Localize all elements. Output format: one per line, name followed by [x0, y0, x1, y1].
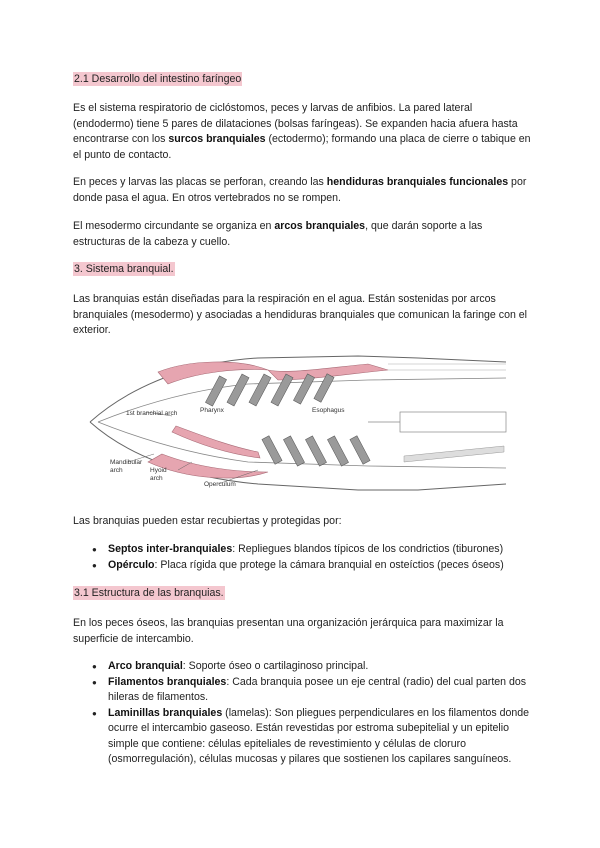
- bullet-list: [92, 542, 532, 573]
- bullet-list: [92, 659, 532, 768]
- label-first-branchial-arch: 1st branchial arch: [126, 410, 178, 417]
- label-mandibular-arch-2: arch: [110, 467, 123, 474]
- list-item: ● Filamentos branquiales: Cada branquia posee un eje central (radio) del cual parten dos hileras de filamentos.: [92, 675, 532, 706]
- label-esophagus: Esophagus: [312, 407, 345, 414]
- paragraph: El mesodermo circundante se organiza en arcos branquiales, que darán soporte a las estructuras de la cabeza y cuello.: [73, 220, 483, 248]
- label-operculum: Operculum: [204, 481, 236, 488]
- section-heading: 3. Sistema branquial.: [74, 263, 174, 275]
- paragraph: Las branquias están diseñadas para la respiración en el agua. Están sostenidas por arcos branquiales (mesodermo) y asociadas a hendiduras branquiales que comunican la faringe con el exterior.: [73, 293, 528, 336]
- list-item: ● Arco branquial: Soporte óseo o cartilaginoso principal.: [92, 659, 532, 675]
- list-item: ● Opérculo: Placa rígida que protege la cámara branquial en osteíctios (peces óseos): [92, 558, 532, 574]
- label-hyoid-arch-2: arch: [150, 475, 163, 482]
- section-heading: 2.1 Desarrollo del intestino faríngeo: [74, 73, 242, 85]
- paragraph: En los peces óseos, las branquias presentan una organización jerárquica para maximizar la superficie de intercambio.: [73, 617, 504, 645]
- gill-filaments-upper: [205, 374, 334, 406]
- list-item: ● Laminillas branquiales (lamelas): Son pliegues perpendiculares en los filamentos donde ocurre el intercambio gaseoso. Están revestidas por estroma subepitelial y un epitelio simple que contiene: células epiteliales de revestimiento y células de cloruro (osmorregulación), células mucosas y pilares que sostienen los capilares sanguíneos.: [92, 706, 532, 768]
- branchial-diagram: [88, 350, 528, 500]
- section-heading: 3.1 Estructura de las branquias.: [74, 587, 224, 599]
- label-mandibular-arch: Mandibular: [110, 459, 143, 466]
- label-hyoid-arch: Hyoid: [150, 467, 167, 474]
- paragraph: Es el sistema respiratorio de ciclóstomos, peces y larvas de anfibios. La pared lateral (endodermo) tiene 5 pares de dilataciones (bolsas faríngeas). Se expanden hacia afuera hasta encontrarse con los surcos branquiales (ectodermo); formando una placa de cierre o tabique en el punto de contacto.: [73, 102, 531, 161]
- list-item: ● Septos inter-branquiales: Repliegues blandos típicos de los condrictios (tiburones): [92, 542, 532, 558]
- paragraph: En peces y larvas las placas se perforan, creando las hendiduras branquiales funcionales por donde pasa el agua. En otros vertebrados no se rompen.: [73, 176, 527, 204]
- label-pharynx: Pharynx: [200, 407, 224, 414]
- gill-filaments-lower: [262, 436, 370, 466]
- paragraph: Las branquias pueden estar recubiertas y protegidas por:: [73, 515, 342, 527]
